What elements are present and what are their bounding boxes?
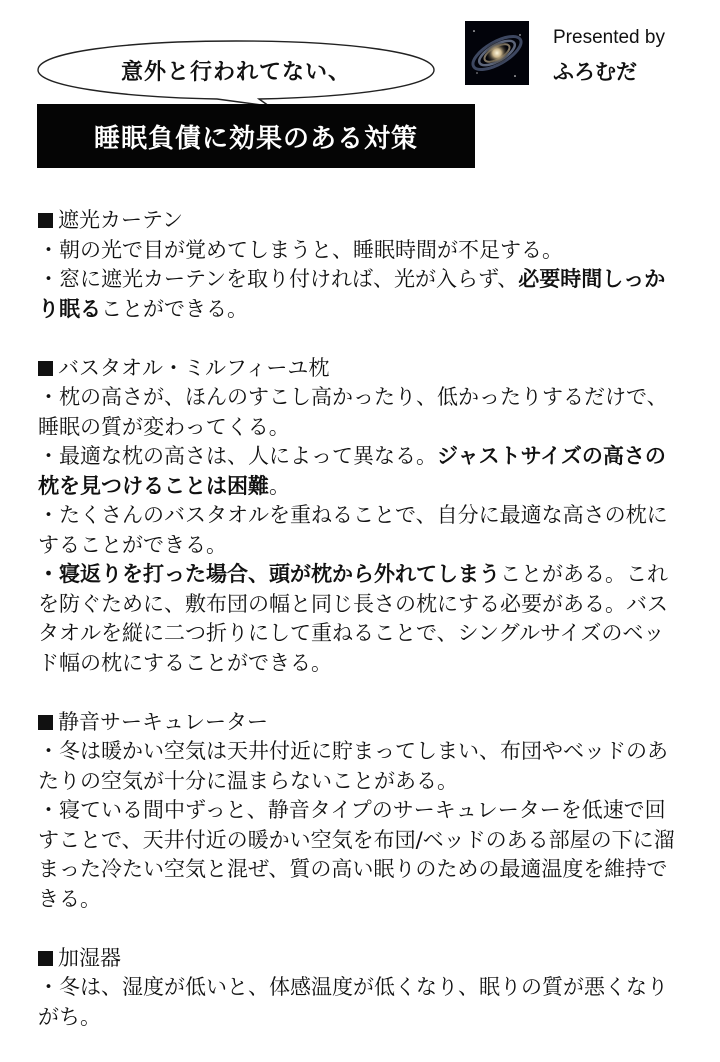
list-item: ・朝の光で目が覚めてしまうと、睡眠時間が不足する。 [38, 237, 563, 262]
bubble-text: 意外と行われてない、 [120, 59, 351, 85]
section-title: 静音サーキュレーター [38, 708, 678, 738]
presenter-label: Presented by [553, 27, 665, 48]
section-title: バスタオル・ミルフィーユ枕 [38, 354, 678, 384]
galaxy-avatar-icon [465, 21, 529, 85]
presenter-name: ふろむだ [553, 60, 637, 84]
square-bullet-icon [38, 361, 53, 376]
list-item: ・冬は、湿度が低いと、体感温度が低くなり、眠りの質が悪くなりがち。 [38, 975, 668, 1029]
section-title: 加湿器 [38, 944, 678, 974]
list-item: ・最適な枕の高さは、人によって異なる。ジャストサイズの高さの枕を見つけることは困難。 [38, 444, 666, 498]
section-humidifier [38, 944, 678, 1033]
section-towel-pillow [38, 354, 678, 679]
list-item: ・寝ている間中ずっと、静音タイプのサーキュレーターを低速で回すことで、天井付近の暖かい空気を布団/ベッドのある部屋の下に溜まった冷たい空気と混ぜ、質の高い眠りのための最適温度を維持できる。 [38, 798, 675, 911]
square-bullet-icon [38, 715, 53, 730]
section-quiet-circulator [38, 708, 678, 915]
list-item: ・枕の高さが、ほんのすこし高かったり、低かったりするだけで、睡眠の質が変わってくる。 [38, 385, 668, 439]
section-blackout-curtain [38, 206, 678, 324]
section-title: 遮光カーテン [38, 206, 678, 236]
list-item: ・窓に遮光カーテンを取り付ければ、光が入らず、必要時間しっかり眠ることができる。 [38, 267, 666, 321]
page-title: 睡眠負債に効果のある対策 [37, 104, 475, 168]
list-item: ・冬は暖かい空気は天井付近に貯まってしまい、布団やベッドのあたりの空気が十分に温まらないことがある。 [38, 739, 668, 793]
content-body [38, 206, 678, 1062]
square-bullet-icon [38, 951, 53, 966]
list-item: ・たくさんのバスタオルを重ねることで、自分に最適な高さの枕にすることができる。 [38, 503, 668, 557]
speech-bubble [37, 40, 435, 104]
list-item: ・寝返りを打った場合、頭が枕から外れてしまうことがある。これを防ぐために、敷布団の幅と同じ長さの枕にする必要がある。バスタオルを縦に二つ折りにして重ねることで、シングルサイズのベッド幅の枕にすることができる。 [38, 562, 668, 675]
square-bullet-icon [38, 213, 53, 228]
